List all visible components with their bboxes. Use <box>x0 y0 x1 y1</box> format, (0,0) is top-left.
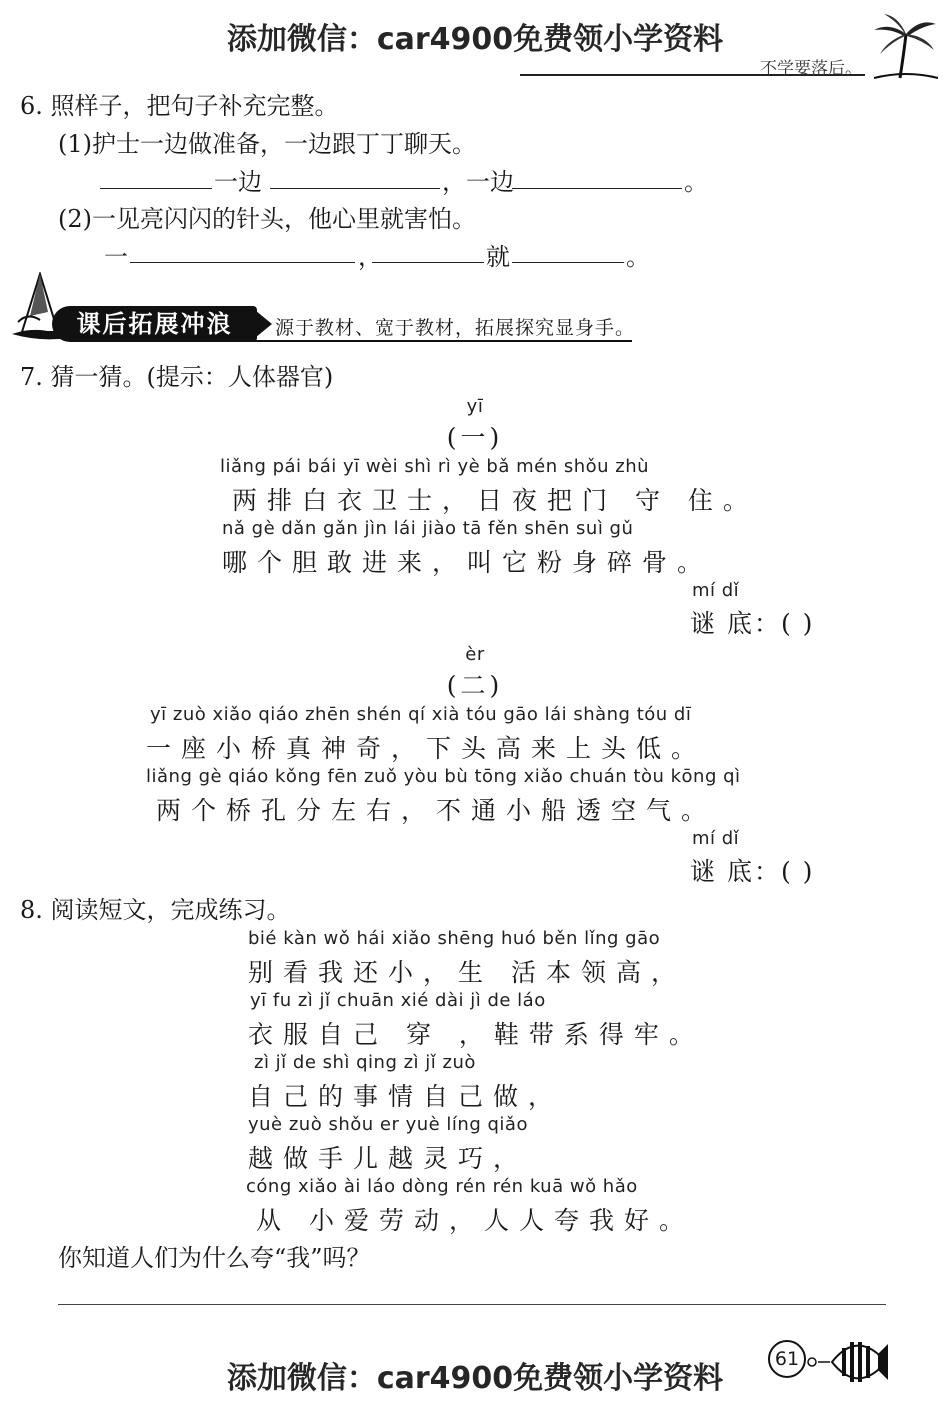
poem-line-5: 从 小爱劳动，人人夸我好。 <box>256 1206 694 1235</box>
q6-item1: (1)护士一边做准备，一边跟丁丁聊天。 <box>58 130 476 158</box>
riddle1-answer[interactable]: 谜 底：( ) <box>690 609 815 638</box>
poem-line-4-pinyin: yuè zuò shǒu er yuè líng qiǎo <box>248 1114 528 1135</box>
section-label-tail <box>250 306 272 342</box>
palm-tree-icon <box>870 12 940 80</box>
q6-item1-blank1[interactable] <box>100 188 212 189</box>
riddle2-number: (二) <box>446 671 504 700</box>
riddle1-number-pinyin: yī <box>466 396 484 417</box>
q6-item2-start: 一 <box>104 243 128 271</box>
section-rule <box>252 340 632 342</box>
header-motto: 不学要落后。 <box>760 59 862 79</box>
q6-item2-blank1[interactable] <box>130 262 355 263</box>
riddle1-line2: 哪个胆敢进来，叫它粉身碎骨。 <box>222 548 713 577</box>
q6-item1-blank2[interactable] <box>270 188 440 189</box>
poem-line-4: 越做手儿越灵巧， <box>248 1144 529 1173</box>
riddle2-line2-pinyin: liǎng gè qiáo kǒng fēn zuǒ yòu bù tōng xiǎo chuán tòu kōng qì <box>146 766 741 787</box>
riddle1-number: (一) <box>446 423 504 452</box>
q6-item2-word: 就 <box>486 243 510 271</box>
riddle2-answer-pinyin: mí dǐ <box>692 828 740 849</box>
footer-watermark: 添加微信：car4900免费领小学资料 <box>226 1361 724 1396</box>
riddle2-number-pinyin: èr <box>465 644 485 665</box>
q6-item1-sep: ，一边 <box>442 168 514 196</box>
fish-icon <box>806 1330 890 1394</box>
riddle2-answer[interactable]: 谜 底：( ) <box>690 857 815 886</box>
header-watermark: 添加微信：car4900免费领小学资料 <box>226 22 724 57</box>
riddle2-line1: 一座小桥真神奇，下头高来上头低。 <box>146 734 707 763</box>
poem-line-3: 自己的事情自己做， <box>248 1082 564 1111</box>
q6-title: 6. 照样子，把句子补充完整。 <box>20 92 339 120</box>
q6-item1-word1: 一边 <box>214 168 262 196</box>
riddle2-line1-pinyin: yī zuò xiǎo qiáo zhēn shén qí xià tóu gāo lái shàng tóu dī <box>150 704 692 725</box>
section-label: 课后拓展冲浪 <box>52 306 257 342</box>
q6-item2-blank3[interactable] <box>512 262 624 263</box>
q6-item2-blank2[interactable] <box>372 262 484 263</box>
q6-item1-blank3[interactable] <box>512 188 682 189</box>
riddle1-line2-pinyin: nǎ gè dǎn gǎn jìn lái jiào tā fěn shēn suì gǔ <box>222 518 634 539</box>
poem-line-2-pinyin: yī fu zì jǐ chuān xié dài jì de láo <box>250 990 546 1011</box>
q6-item1-end: 。 <box>684 168 708 196</box>
riddle1-line1-pinyin: liǎng pái bái yī wèi shì rì yè bǎ mén shǒu zhù <box>220 456 650 477</box>
riddle2-line2: 两个桥孔分左右，不通小船透空气。 <box>156 796 717 825</box>
q8-question: 你知道人们为什么夸“我”吗？ <box>58 1244 371 1272</box>
q8-title: 8. 阅读短文，完成练习。 <box>20 896 291 924</box>
poem-line-1-pinyin: bié kàn wǒ hái xiǎo shēng huó běn lǐng gāo <box>248 928 661 949</box>
section-subtitle: 源于教材、宽于教材，拓展探究显身手。 <box>275 317 636 339</box>
poem-line-2: 衣服自己 穿 ，鞋带系得牢。 <box>248 1020 704 1049</box>
q6-item2-sep: ， <box>358 243 382 271</box>
q6-item2-end: 。 <box>626 243 650 271</box>
q7-title: 7. 猜一猜。(提示：人体器官) <box>20 363 334 391</box>
poem-line-3-pinyin: zì jǐ de shì qing zì jǐ zuò <box>254 1052 476 1073</box>
poem-line-5-pinyin: cóng xiǎo ài láo dòng rén rén kuā wǒ hǎo <box>246 1176 638 1197</box>
riddle1-answer-pinyin: mí dǐ <box>692 580 740 601</box>
answer-rule[interactable] <box>58 1304 886 1305</box>
poem-line-1: 别看我还小，生 活本领高， <box>248 958 686 987</box>
q6-item2: (2)一见亮闪闪的针头，他心里就害怕。 <box>58 205 476 233</box>
riddle1-line1: 两排白衣卫士，日夜把门 守 住。 <box>232 486 758 515</box>
page-number: 61 <box>768 1340 806 1378</box>
